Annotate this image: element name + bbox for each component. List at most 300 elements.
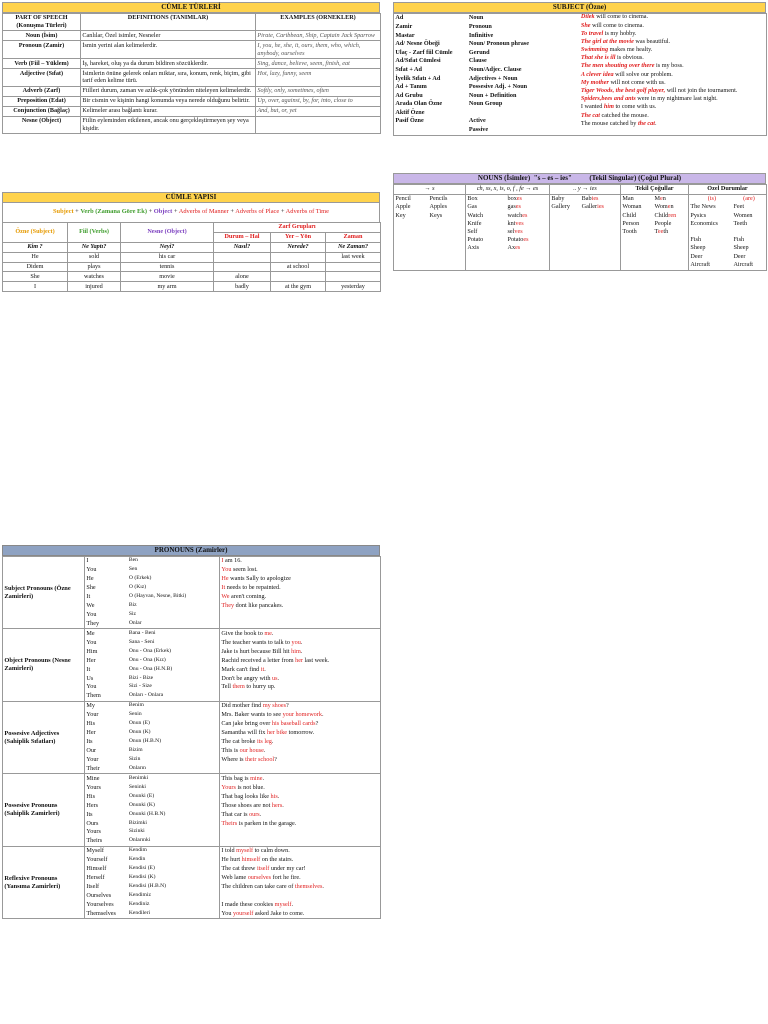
cumle-turleri-table [2,13,381,134]
cumle-yapisi-section [2,192,380,292]
plural-stem: sel [507,228,515,236]
subject-example-highlight: Spiders,bees and ants [580,95,636,103]
pronoun-turkish: Bizi - Bize [128,674,220,683]
sentence-cell [214,262,271,272]
pronoun-turkish: Kendiniz [128,900,220,909]
plural-stem: M [654,195,661,203]
pronoun-turkish: Onun (H.B.N) [128,738,220,747]
subject-example-highlight: Dilek [580,13,595,21]
noun-special: Feet [733,203,745,211]
subject-example-rest: to come with us. [613,103,657,111]
subject-turkish-item: Ad/Sıfat Cümlesi [395,57,441,65]
subject-example-highlight: She [580,21,591,29]
nouns-sub-header-ozel: Özel Durumlar [689,184,767,194]
subject-english-item: Gerund [468,48,490,56]
formula-part: + [279,207,286,215]
pronoun-example [220,865,381,874]
part-of-speech-cell: Adverb (Zarf) [3,86,81,96]
example-cell: Up, over, against, by, for, into, close to [256,96,381,106]
definition-cell: Canlılar, Özel isimler, Nesneler [81,31,256,41]
pronouns-table [2,556,381,920]
nouns-es-cell [466,194,550,270]
pronoun-example [220,711,381,720]
pronoun-example-highlight: You [221,566,232,574]
formula-part: Adverbs of Place [235,207,280,215]
pronoun-english: Itself [85,883,128,892]
pronoun-turkish: Onun (E) [128,720,220,729]
pronoun-english: I [85,556,128,565]
plural-stem: Wom [654,203,668,211]
pronoun-example-rest: last week. [303,656,330,664]
plural-suffix: ves [515,219,524,227]
pronoun-example-highlight: Yours [221,783,236,791]
pronoun-example-highlight: us [272,674,278,682]
formula-part: Verb (Zamana Göre Ek) [80,207,147,215]
pronoun-example-highlight: mine [250,774,263,782]
example-cell: I, you, he, she, it, ours, them, who, which, anybody, ourselves [256,41,381,59]
pronoun-example-highlight: me [264,629,272,637]
pronoun-turkish: Siz [128,610,220,619]
pronoun-example-rest: is parken in the garage. [237,819,297,827]
pronoun-example-prefix: Mark can't find [221,665,261,673]
pronoun-example-rest: seem lost. [231,566,258,574]
pronoun-turkish: Ben [128,556,220,565]
subject-turkish-column [394,13,468,136]
pronoun-example [220,819,381,828]
pronoun-example [220,746,381,755]
noun-singular: Gallery [551,203,570,211]
pronoun-example-prefix: Mrs. Baker wants to see [221,711,283,719]
pronoun-english: Mine [85,774,128,783]
sentence-cell [326,272,381,282]
sentence-cell [214,252,271,262]
pronoun-example [220,810,381,819]
sentence-row [3,282,381,292]
noun-plural [655,195,687,203]
question-cell: Nerede? [271,242,326,252]
pronoun-english: Their [85,764,128,773]
example-cell: Sing, dance, believe, seem, finish, eat [256,59,381,69]
formula-part: Adverbs of Time [285,207,329,215]
pronoun-example-rest: fort he fire. [271,874,301,882]
pronoun-example [220,692,381,701]
plural-stem: Ax [507,244,516,252]
pronoun-turkish: Kendim [128,846,220,855]
noun-plural [655,203,687,211]
pronoun-example-highlight: it [260,665,265,673]
definition-cell: İş, hareket, oluş ya da durum bildiren sözcüklerdir. [81,59,256,69]
noun-singular: Watch [467,211,484,219]
part-of-speech-cell: Adjective (Sıfat) [3,69,81,87]
cumle-turu-row [3,106,381,116]
pronoun-example [220,828,381,837]
noun-special [690,228,733,236]
plural-change: ren [668,211,677,219]
question-cell: Ne Yaptı? [68,242,121,252]
pronoun-example [220,638,381,647]
subject-english-item: Noun Group [468,100,503,108]
pronoun-example-rest: . [262,774,265,782]
pronoun-example [220,674,381,683]
sentence-cell: watches [68,272,121,282]
subject-turkish-item: İyelik Sıfatı + Ad [395,74,441,82]
pronoun-example-highlight: our house [239,747,264,755]
pronoun-example [220,619,381,628]
sentence-cell: tennis [121,262,214,272]
pronoun-example-prefix: Samantha will fix [221,729,267,737]
plural-suffix: n [670,203,674,211]
example-cell: Hot, lazy, funny, seem [256,69,381,87]
pronoun-english: They [85,619,128,628]
pronoun-english: It [85,593,128,602]
pronoun-example-highlight: itself [256,865,270,873]
pronoun-example-highlight: their school [245,755,275,763]
pronoun-english: Her [85,729,128,738]
pronoun-example-rest: under my car! [269,865,306,873]
subject-example-rest: catched the mouse. [599,111,649,119]
pronoun-turkish: Onu - Ona (Erkek) [128,647,220,656]
sentence-cell: injured [68,282,121,292]
subject-turkish-item: Ulaç - Zarf fiil Cümle [395,48,453,56]
pronoun-example-rest: . [259,810,262,818]
pronoun-english: Your [85,711,128,720]
pronoun-example-highlight: myself [236,847,254,855]
sentence-cell: yesterday [326,282,381,292]
pronoun-turkish: Sizin [128,755,220,764]
sentence-cell: plays [68,262,121,272]
definition-cell: Fiilleri durum, zaman ve azlık-çok yönünden niteleyen kelimelerdir. [81,86,256,96]
question-row [3,242,381,252]
cumle-yapisi-body [3,252,381,292]
pronoun-example-rest: . [271,738,274,746]
pronoun-example-prefix: Rachid received a letter from [221,656,296,664]
nouns-sub-header-es: ch, ss, x, is, o, f , fe → es [466,184,550,194]
part-of-speech-cell: Verb (Fiil – Yüklem) [3,59,81,69]
pronoun-english: Ours [85,819,128,828]
cumle-turu-row [3,41,381,59]
subject-example-rest: will not join the tournament. [665,87,738,95]
noun-special: Fish [733,236,745,244]
pronoun-example-rest: . [291,900,294,908]
subject-turkish-item: Ad/ Nesne Öbeği [395,40,440,48]
noun-special: Teeth [733,219,748,227]
noun-singular: Axis [467,244,480,252]
subject-turkish-item: Arada Olan Özne [395,100,443,108]
pronoun-row [3,701,381,710]
pronoun-example-highlight: her [295,656,303,664]
col-durum: Durum – Hal [214,232,271,242]
pronoun-english: He [85,575,128,584]
subject-english-column [468,13,580,136]
pronoun-english: Its [85,810,128,819]
subject-example-highlight: Swimming [580,46,609,54]
pronoun-example-prefix: Jake is hurt because Bill hit [221,647,292,655]
subject-turkish-item: Mastar [395,31,415,39]
pronoun-example [220,593,381,602]
nouns-ozel-cell [689,194,767,270]
sentence-cell: alone [214,272,271,282]
ozel-is-label: (is) [707,195,717,203]
nouns-table [393,184,767,271]
pronoun-example-rest: . [263,747,266,755]
pronoun-example-highlight: myself [274,900,292,908]
nouns-tekil-cell [621,194,689,270]
plural-suffix: es [515,244,521,252]
subject-example [581,121,765,129]
noun-special: Deer [690,252,703,260]
subject-table [393,13,767,137]
noun-plural [655,220,687,228]
pronoun-example [220,874,381,883]
pronoun-example [220,601,381,610]
pronoun-example-highlight: himself [241,856,261,864]
pronoun-example-highlight: ours [249,810,260,818]
nouns-sub-header-s: → s [394,184,466,194]
pronoun-example-highlight: her bike [266,729,288,737]
pronoun-example-highlight: you [291,638,301,646]
sentence-cell [326,262,381,272]
subject-example-highlight: That she is ill [580,54,616,62]
pronoun-example [220,792,381,801]
plural-suffix: es [516,195,522,203]
pronoun-example-prefix: Can jake bring over [221,720,272,728]
cumle-yapisi-title: CÜMLE YAPISI [2,192,380,203]
subject-turkish-item: Zamir [395,22,413,30]
nouns-s-cell [394,194,466,270]
sentence-cell: badly [214,282,271,292]
pronoun-example-highlight: his [270,792,278,800]
pronoun-english: Hers [85,801,128,810]
subject-example-highlight: him [603,103,614,111]
question-cell: Neyi? [121,242,214,252]
cumle-turu-row [3,96,381,106]
definition-cell: İsmin yerini alan kelimelerdir. [81,41,256,59]
pronoun-example-rest: am 16. [223,557,242,565]
pronoun-turkish: O (Kız) [128,584,220,593]
pronoun-turkish: Sen [128,566,220,575]
subject-english-item: Noun/ Pronoun phrase [468,40,529,48]
cumle-turleri-title: CÜMLE TÜRLERİ [2,2,380,13]
pronoun-example [220,647,381,656]
pronoun-example-prefix: I made these cookies [221,900,275,908]
pronoun-example-rest: ? [286,702,289,710]
subject-turkish-item: Ad Grubu [395,91,423,99]
pronoun-english: Us [85,674,128,683]
plural-stem: gas [507,203,516,211]
pronoun-turkish: Onu - Ona (H.N.B) [128,665,220,674]
plural-change: ee [657,228,664,236]
ozel-are-label: (are) [743,195,755,203]
pronoun-turkish: Kendisi (E) [128,865,220,874]
pronoun-example [220,610,381,619]
nouns-sub-header-ies: .. y → ies [550,184,621,194]
pronoun-example-prefix: Don't be angry with [221,674,272,682]
pronoun-turkish: Kendin [128,856,220,865]
plural-stem: T [654,228,658,236]
pronoun-turkish: Benim [128,701,220,710]
subject-english-item: Active [468,117,486,125]
pronoun-turkish: Seninki [128,783,220,792]
sentence-cell [271,252,326,262]
pronoun-example [220,755,381,764]
pronoun-english: His [85,720,128,729]
pronoun-turkish: Onları - Onlara [128,692,220,701]
pronoun-turkish: Senin [128,711,220,720]
noun-special: Aircraft [690,260,710,268]
pronoun-example-highlight: We [221,593,230,601]
pronoun-example-prefix: The cat threw [221,865,257,873]
pronoun-example-rest: tomorrow. [287,729,315,737]
pronoun-turkish: Bizimki [128,819,220,828]
pronoun-example-highlight: his baseball cards [271,720,316,728]
cumle-turu-row [3,31,381,41]
pronoun-english: Herself [85,874,128,883]
pronoun-example [220,856,381,865]
plural-stem: Child [654,211,669,219]
subject-example-highlight: the cat [637,119,655,127]
noun-special: The News [690,203,716,211]
part-of-speech-cell: Noun (İsim) [3,31,81,41]
pronoun-example-rest: ? [274,755,277,763]
sentence-formula [2,203,380,222]
subject-turkish-item: Sıfat + Ad [395,65,422,73]
pronoun-example-rest: . [300,647,303,655]
noun-singular: Person [622,219,640,227]
pronoun-example-rest: to calm down. [253,847,290,855]
noun-special: Aircraft [733,260,754,268]
pronoun-english: Yours [85,783,128,792]
noun-singular: Gas [467,203,478,211]
pronoun-turkish: Sizinki [128,828,220,837]
pronoun-example [220,837,381,846]
pronoun-row [3,629,381,638]
pronoun-example-rest: on the stairs. [260,856,294,864]
pronoun-english: You [85,683,128,692]
plural-suffix: ies [597,203,604,211]
col-fiil: Fiil (Verbs) [68,222,121,242]
col-ozne: Özne (Subject) [3,222,68,242]
subject-example-prefix: I wanted [580,103,604,111]
pronoun-turkish: O (Erkek) [128,575,220,584]
pronoun-english: Its [85,738,128,747]
subject-example-prefix: The mouse catched by [580,119,638,127]
noun-singular: Box [467,195,478,203]
subject-example-highlight: To travel [580,29,604,37]
pronoun-example-rest: asked Jake to come. [253,909,305,917]
plural-stem: kni [507,219,516,227]
pronoun-example-prefix: The teacher wants to talk to [221,638,292,646]
subject-example-rest: were in my nightmare last night. [635,95,718,103]
pronoun-example [220,846,381,855]
cumle-yapisi-table [2,222,381,293]
pronoun-example [220,801,381,810]
sentence-cell: Didem [3,262,68,272]
sentence-row [3,262,381,272]
pronoun-example [220,883,381,892]
pronoun-example-prefix: Where is [221,755,246,763]
pronoun-english: Yourself [85,856,128,865]
plural-change: e [667,203,671,211]
subject-english-item: Adjectives + Noun [468,74,518,82]
pronoun-turkish: Onlarınki [128,837,220,846]
noun-singular: Key [395,211,406,219]
plural-stem: Bab [581,195,592,203]
pronoun-turkish: Biz [128,601,220,610]
pronoun-turkish: Sizi - Size [128,683,220,692]
pronoun-turkish: Kendileri [128,909,220,918]
sentence-row [3,252,381,262]
subject-turkish-item: Ad [395,14,404,22]
noun-plural [582,195,619,203]
pronoun-english: You [85,566,128,575]
pronoun-example-highlight: themselves [294,883,323,891]
question-cell: Ne Zaman? [326,242,381,252]
sentence-cell [271,272,326,282]
header-part-of-speech: PART OF SPEECH (Konuşma Türleri) [3,13,81,31]
part-of-speech-cell: Preposition (Edat) [3,96,81,106]
pronoun-english: His [85,792,128,801]
example-cell: Pirate, Caribbean, Ship, Captain Jack Sparrow [256,31,381,41]
noun-singular: Self [467,228,478,236]
pronoun-group-label: Possesive Adjectives (Sahiplik Sıfatları) [3,701,85,774]
pronoun-english: Theirs [85,837,128,846]
plural-suffix: ies [591,195,599,203]
pronouns-section [2,545,380,919]
nouns-sub-header-tekil: Tekil Çoğullar [621,184,689,194]
pronoun-example [220,584,381,593]
pronoun-turkish: Bana - Beni [128,629,220,638]
noun-plural [508,236,548,244]
pronoun-turkish: Onunki (K) [128,801,220,810]
pronoun-example-highlight: my shoes [262,702,287,710]
subject-example-rest: makes me healty. [608,46,653,54]
pronoun-example-rest: . [322,883,324,891]
pronoun-example-rest: . [277,792,280,800]
subject-example-rest: is obvious. [615,54,644,62]
noun-plural [508,228,548,236]
pronoun-example [220,629,381,638]
subject-english-item: Clause [468,57,487,65]
pronoun-group-label: Object Pronouns (Nesne Zamirleri) [3,629,85,702]
formula-part: Subject [52,207,74,215]
pronoun-example-prefix: The children can take care of [221,883,295,891]
pronoun-example-rest: needs to be repainted. [225,584,281,592]
pronoun-example [220,701,381,710]
noun-singular: Potato [467,236,484,244]
pronoun-turkish: Onun (K) [128,729,220,738]
subject-title: SUBJECT (Özne) [393,2,766,13]
pronoun-example [220,566,381,575]
pronoun-example-prefix: This is [221,747,240,755]
pronoun-english: Her [85,656,128,665]
pronoun-example [220,774,381,783]
pronoun-turkish: Onunki (H.B.N) [128,810,220,819]
pronoun-example-highlight: hers [271,801,283,809]
pronoun-example-prefix: Did mother find [221,702,263,710]
sentence-cell: I [3,282,68,292]
noun-special: Women [733,211,753,219]
noun-singular: Pencil [395,195,411,203]
noun-plural [508,195,548,203]
plural-change: e [660,195,663,203]
plural-stem: People [654,219,672,227]
pronoun-example-rest: . [282,801,284,809]
plural-suffix: th [663,228,669,236]
plural-stem: watch [507,211,523,219]
subject-english-item: Pronoun [468,22,492,30]
subject-english-item: Noun/Adjec. Clause [468,65,522,73]
pronoun-example-prefix: That car is [221,810,250,818]
